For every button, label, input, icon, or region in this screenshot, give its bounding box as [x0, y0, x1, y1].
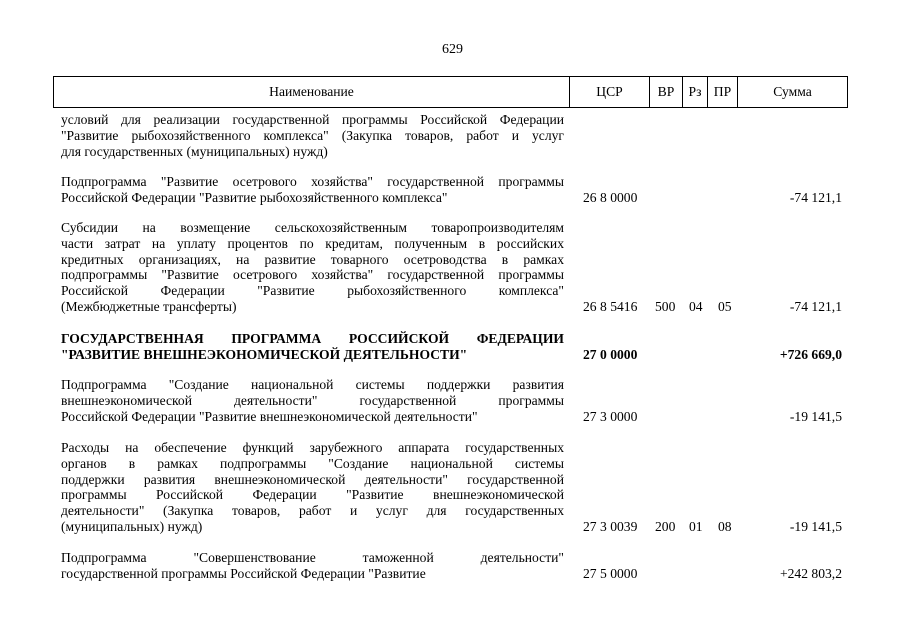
row-name-line: (муниципальных) нужд)	[61, 518, 203, 534]
row-sum: -74 121,1	[789, 299, 842, 314]
row-name-line: органов в рамках подпрограммы "Создание национальной системы	[61, 455, 564, 471]
row-name-line: "Развитие рыбохозяйственного комплекса" (Закупка товаров, работ и услуг	[61, 127, 564, 143]
row-name	[61, 377, 564, 424]
row-name-line: Российской Федерации "Развитие рыбохозяйственного комплекса"	[61, 283, 564, 299]
row-name-line: подпрограммы "Развитие осетрового хозяйства" государственной программы	[61, 267, 564, 283]
row-name-line: "РАЗВИТИЕ ВНЕШНЕЭКОНОМИЧЕСКОЙ ДЕЯТЕЛЬНОСТИ"	[61, 346, 468, 362]
header-vr: ВР	[649, 77, 682, 107]
row-name	[61, 440, 564, 535]
row-csr: 27 3 0039	[583, 519, 638, 534]
row-name-line: Подпрограмма "Совершенствование таможенной деятельности"	[61, 550, 564, 565]
row-name	[61, 220, 564, 315]
header-csr: ЦСР	[569, 77, 649, 107]
row-name-line: программы Российской Федерации "Развитие внешнеэкономической	[61, 487, 564, 503]
page-number: 629	[442, 42, 463, 57]
row-name-line: государственной программы Российской Федерации "Развитие	[61, 565, 426, 581]
row-vr: 500	[655, 299, 676, 314]
header-sum: Сумма	[737, 77, 847, 107]
row-name-line: Российской Федерации "Развитие внешнеэкономической деятельности"	[61, 408, 478, 424]
row-rz: 01	[689, 519, 703, 534]
row-csr: 26 8 5416	[583, 299, 638, 314]
row-name-line: (Межбюджетные трансферты)	[61, 298, 237, 314]
row-name-line: условий для реализации государственной программы Российской Федерации	[61, 112, 564, 127]
row-name-line: поддержки развития внешнеэкономической деятельности" государственной	[61, 471, 564, 487]
row-name	[61, 112, 564, 159]
row-sum: -74 121,1	[789, 189, 842, 205]
row-sum: -19 141,5	[789, 408, 842, 424]
row-name-line: Расходы на обеспечение функций зарубежного аппарата государственных	[61, 440, 564, 455]
row-vr: 200	[655, 519, 676, 534]
row-csr: 27 5 0000	[583, 565, 638, 581]
row-name-line: части затрат на уплату процентов по кредитам, полученным в российских	[61, 235, 564, 251]
row-name-line: Субсидии на возмещение сельскохозяйственным товаропроизводителям	[61, 220, 564, 235]
row-name-line: внешнеэкономической деятельности" государственной программы	[61, 392, 564, 408]
header-pr: ПР	[707, 77, 737, 107]
table-header	[53, 76, 848, 108]
row-name	[61, 331, 564, 363]
row-rz: 04	[689, 299, 703, 314]
row-name-line: для государственных (муниципальных) нужд)	[61, 143, 328, 159]
row-name-line: ГОСУДАРСТВЕННАЯ ПРОГРАММА РОССИЙСКОЙ ФЕДЕРАЦИИ	[61, 331, 564, 346]
row-csr: 27 0 0000	[583, 346, 638, 362]
header-rz: Рз	[682, 77, 707, 107]
row-name-line: Подпрограмма "Создание национальной системы поддержки развития	[61, 377, 564, 392]
row-sum: +242 803,2	[779, 565, 842, 581]
row-name	[61, 550, 564, 582]
row-sum: +726 669,0	[779, 346, 842, 362]
header-name: Наименование	[269, 84, 354, 99]
row-csr: 26 8 0000	[583, 189, 638, 205]
row-name-line: Российской Федерации "Развитие рыбохозяйственного комплекса"	[61, 189, 448, 205]
row-pr: 08	[718, 519, 732, 534]
row-csr: 27 3 0000	[583, 408, 638, 424]
row-name-line: кредитных организациях, на развитие товарного осетроводства в рамках	[61, 251, 564, 267]
row-name	[61, 174, 564, 206]
row-pr: 05	[718, 299, 732, 314]
row-sum: -19 141,5	[789, 519, 842, 534]
row-name-line: Подпрограмма "Развитие осетрового хозяйства" государственной программы	[61, 174, 564, 189]
row-name-line: деятельности" (Закупка товаров, работ и услуг для государственных	[61, 503, 564, 519]
